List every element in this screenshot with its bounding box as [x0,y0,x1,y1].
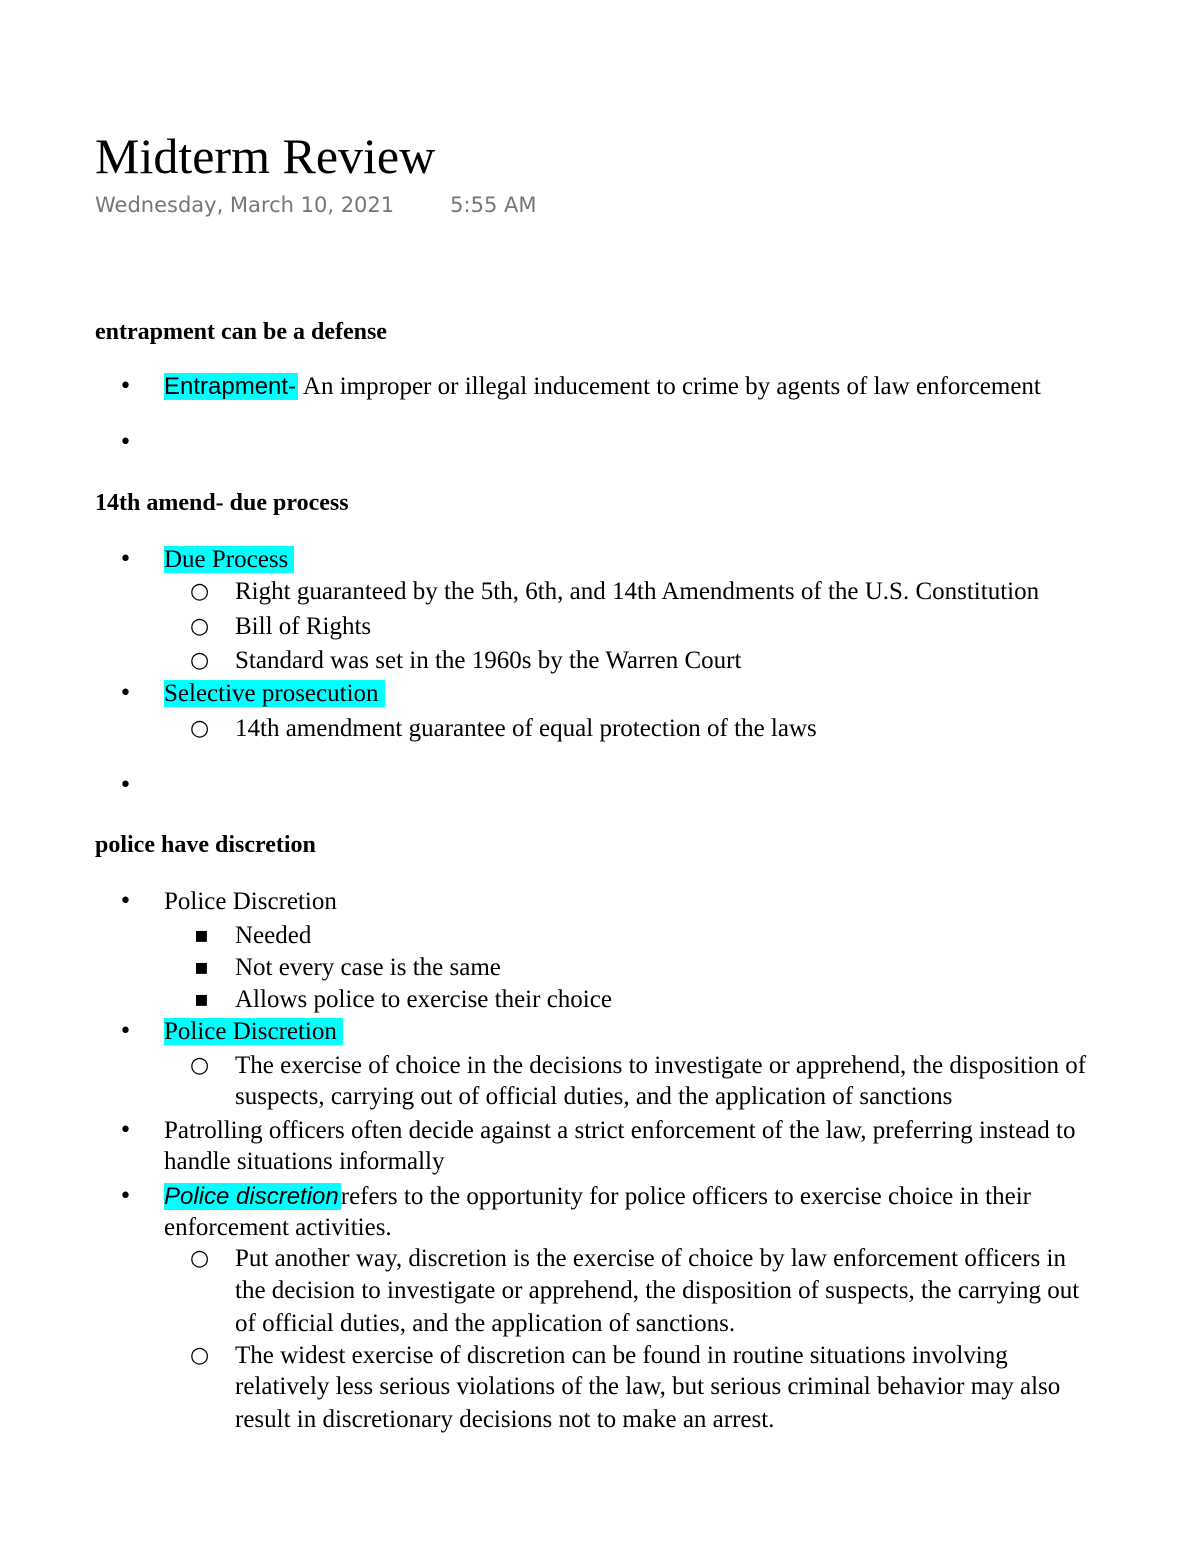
list-item-selective-prosecution [164,678,385,710]
page-time: 5:55 AM [450,193,537,217]
page-date-time [95,193,536,217]
highlight-term-police-discretion: Police Discretion [164,1018,343,1045]
sub-item-line: The exercise of choice in the decisions to investigate or apprehend, the disposition of [235,1052,1087,1079]
bullet-disc: • [119,681,132,706]
sub-item: Needed [235,922,312,949]
bullet-square: ▪ [194,987,209,1012]
heading-entrapment: entrapment can be a defense [95,319,387,345]
bullet-circle: ○ [190,1343,210,1368]
bullet-circle: ○ [190,716,210,741]
highlight-term-selective-prosecution: Selective prosecution [164,680,385,707]
bullet-disc: • [119,547,132,572]
bullet-square: ▪ [194,955,209,980]
page-date: Wednesday, March 10, 2021 [95,193,395,217]
sub-item: 14th amendment guarantee of equal protection of the laws [235,715,817,742]
list-item-due-process [164,544,294,576]
bullet-circle: ○ [190,614,210,639]
sub-item: Bill of Rights [235,613,372,640]
empty-bullet: • [119,773,132,798]
list-item-police-discretion: Police Discretion [164,888,337,915]
list-item-entrapment [164,371,1041,403]
definition-entrapment: An improper or illegal inducement to crime by agents of law enforcement [298,373,1041,400]
bullet-disc: • [119,889,132,914]
highlight-term-entrapment: Entrapment- [164,373,297,400]
bullet-disc: • [119,1019,132,1044]
bullet-circle: ○ [190,1053,210,1078]
list-item-line: Patrolling officers often decide against a strict enforcement of the law, preferring instead to [164,1117,1076,1144]
bullet-circle: ○ [190,1246,210,1271]
sub-item-line: of official duties, and the application of sanctions. [235,1310,736,1337]
definition-text: refers to the opportunity for police officers to exercise choice in their [340,1183,1031,1210]
sub-item-line: result in discretionary decisions not to make an arrest. [235,1406,775,1433]
bullet-circle: ○ [190,648,210,673]
sub-item-line: suspects, carrying out of official duties, and the application of sanctions [235,1083,953,1110]
sub-item-line: the decision to investigate or apprehend, the disposition of suspects, the carrying out [235,1277,1080,1304]
sub-item-line: The widest exercise of discretion can be found in routine situations involving [235,1342,1008,1369]
list-item-police-discretion-definition [164,1016,343,1048]
empty-bullet: • [119,430,132,455]
heading-due-process: 14th amend- due process [95,490,349,516]
sub-item-line: relatively less serious violations of the law, but serious criminal behavior may also [235,1373,1061,1400]
bullet-disc: • [119,1118,132,1143]
sub-item: Right guaranteed by the 5th, 6th, and 14th Amendments of the U.S. Constitution [235,578,1040,605]
highlight-term-police-discretion-italic: Police discretion [164,1183,339,1210]
list-item-line [164,1181,1031,1213]
bullet-disc: • [119,374,132,399]
sub-item: Standard was set in the 1960s by the Warren Court [235,647,742,674]
page-title: Midterm Review [95,128,436,184]
bullet-disc: • [119,1184,132,1209]
sub-item: Allows police to exercise their choice [235,986,612,1013]
highlight-term-due-process: Due Process [164,546,294,573]
sub-item: Not every case is the same [235,954,501,981]
bullet-circle: ○ [190,579,210,604]
bullet-square: ▪ [194,923,209,948]
list-item-line: enforcement activities. [164,1214,392,1241]
sub-item-line: Put another way, discretion is the exercise of choice by law enforcement officers in [235,1245,1066,1272]
heading-police-discretion: police have discretion [95,832,316,858]
list-item-line: handle situations informally [164,1148,445,1175]
